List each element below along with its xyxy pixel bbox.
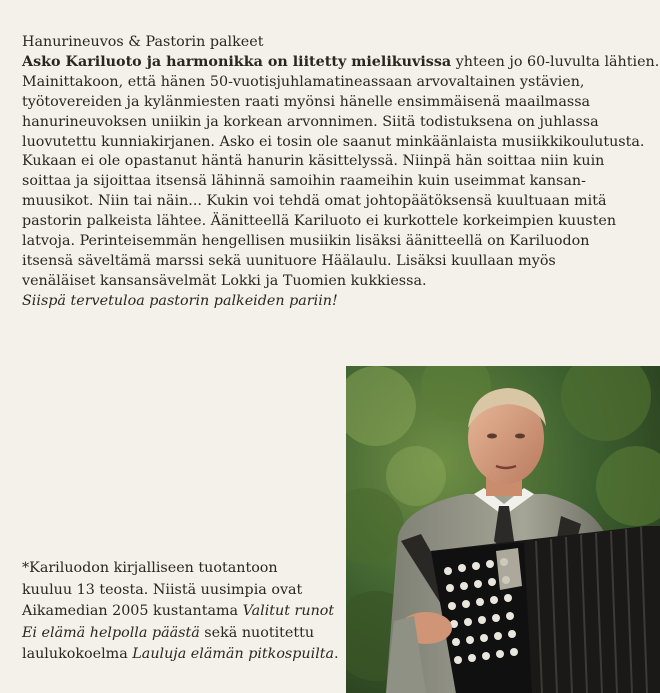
body-line: pastorin palkeista lähtee. Äänitteellä Kariluoto ei kurkottele korkeimpien kuusten (22, 213, 617, 230)
book-title-valitut-runot: Valitut runot (242, 603, 335, 619)
main-text-block (22, 33, 658, 312)
footnote-line: kuuluu 13 teosta. Niistä uusimpia ovat (22, 581, 303, 598)
body-line: soittaa ja sijoittaa itsensä lähinnä samoihin raameihin kuin useimmat kansan- (22, 173, 586, 190)
book-title-ei-elama: Ei elämä helpolla päästä (22, 624, 200, 641)
book-title-lauluja: Lauluja elämän pitkospuilta (132, 646, 335, 662)
footnote-line (22, 623, 352, 645)
body-line: itsensä säveltämä marssi sekä uunituore Häälaulu. Lisäksi kuullaan myös (22, 252, 556, 269)
footnote-text: Aikamedian 2005 kustantama (22, 603, 243, 619)
body-line: työtovereiden ja kylänmiesten raati myönsi hänelle ensimmäisenä maailmassa (22, 93, 591, 110)
body-line: muusikot. Niin tai näin... Kukin voi tehdä omat johtopäätöksensä kuultuaan mitä (22, 193, 607, 210)
footnote-block (22, 558, 352, 666)
footnote-text: sekä nuotitettu (199, 624, 315, 641)
body-line: Kukaan ei ole opastanut häntä hanurin käsittelyssä. Niinpä hän soittaa niin kuin (22, 153, 605, 170)
body-line: Mainittakoon, että hänen 50-vuotisjuhlamatineassaan arvovaltainen ystävien, (22, 73, 585, 90)
page-title: Hanurineuvos & Pastorin palkeet (22, 34, 264, 50)
body-line: venäläiset kansansävelmät Lokki ja Tuomien kukkiessa. (22, 272, 427, 289)
closing-line: Siispä tervetuloa pastorin palkeiden pariin! (22, 292, 338, 309)
lead-line (22, 53, 658, 73)
photo-illustration (346, 366, 660, 693)
accordion-player-photo (346, 366, 660, 693)
body-line: luovutettu kunniakirjanen. Asko ei tosin ole saanut minkäänlaista musiikkikoulutusta. (22, 133, 645, 150)
lead-rest-text: yhteen jo 60-luvulta lähtien. (451, 53, 660, 70)
lead-bold-text: Asko Kariluoto ja harmonikka on liitetty mielikuvissa (22, 53, 452, 70)
body-line: latvoja. Perinteisemmän hengellisen musiikin lisäksi äänitteellä on Kariluodon (22, 233, 590, 250)
footnote-line: *Kariluodon kirjalliseen tuotantoon (22, 560, 278, 576)
footnote-line (22, 601, 352, 623)
body-line: hanurineuvoksen uniikin ja korkean arvonnimen. Siitä todistuksena on juhlassa (22, 113, 599, 130)
footnote-text: . (334, 646, 339, 662)
footnote-line (22, 644, 352, 666)
footnote-text: laulukokoelma (22, 646, 133, 662)
